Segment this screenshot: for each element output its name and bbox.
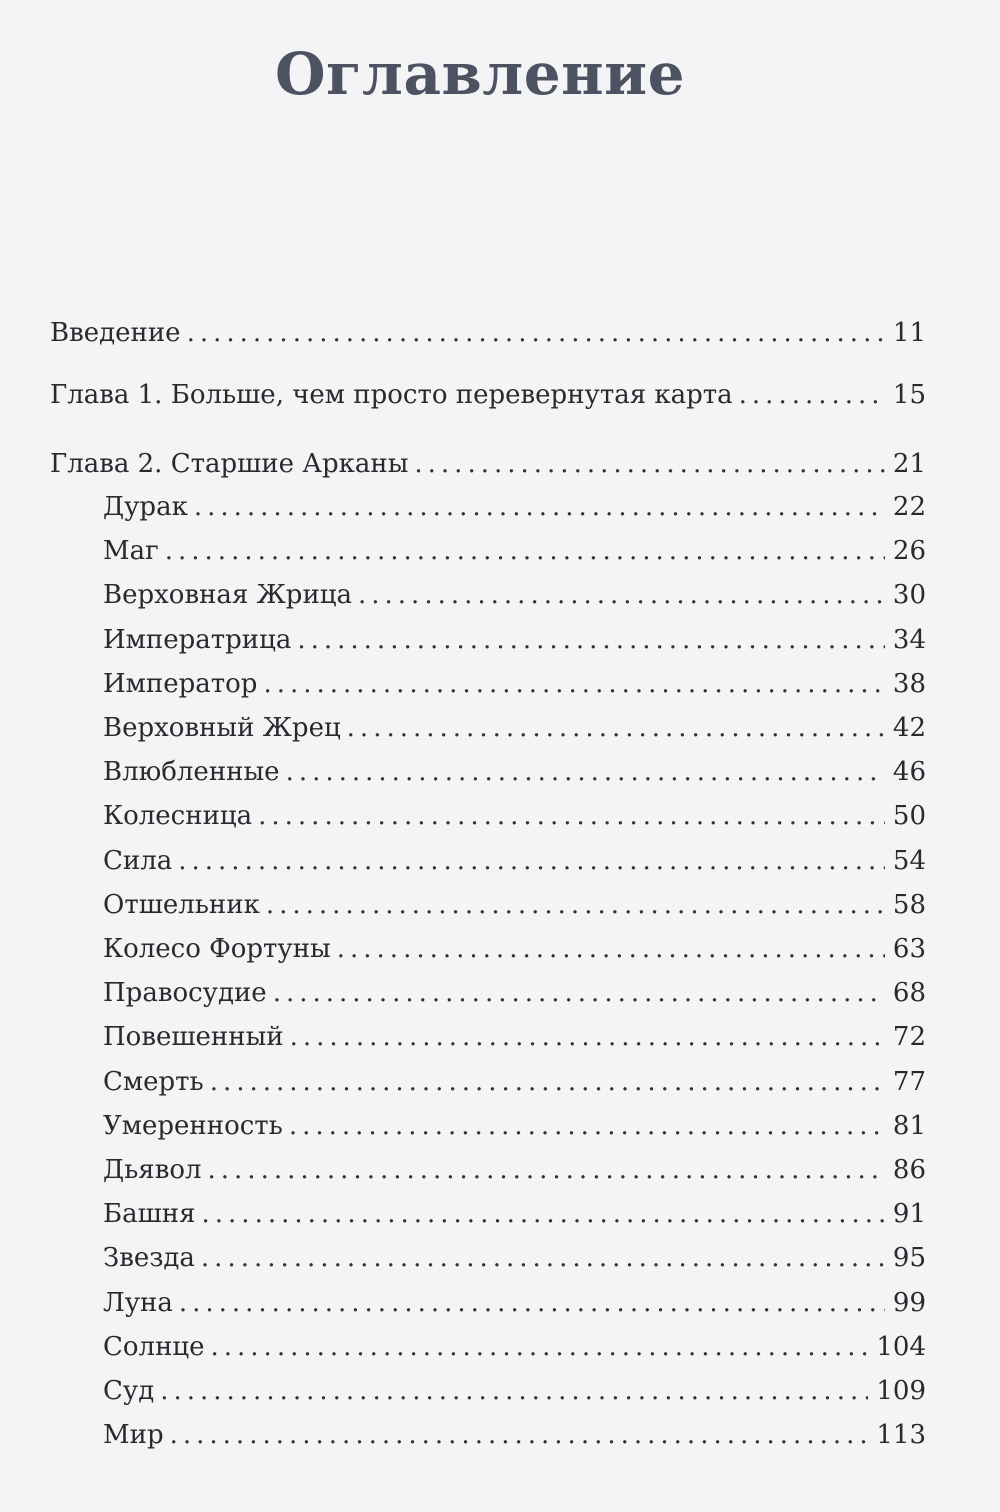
toc-page-number: 22 <box>892 492 926 522</box>
toc-entry-label: Маг <box>103 536 159 567</box>
toc-entry-label: Дурак <box>103 492 188 522</box>
page-title: Оглавление <box>274 40 685 108</box>
toc-entry <box>103 757 926 797</box>
toc-entry <box>103 625 926 665</box>
toc-page-number: 50 <box>892 801 926 832</box>
toc-page-number: 63 <box>892 934 926 964</box>
toc-page-number: 15 <box>892 380 926 410</box>
toc-entry <box>103 1332 926 1372</box>
toc-entry <box>103 978 926 1018</box>
toc-entry-label: Отшельник <box>103 889 260 920</box>
toc-entry <box>103 890 926 930</box>
toc-page-number: 99 <box>892 1287 926 1318</box>
toc-entry-label: Смерть <box>103 1066 204 1097</box>
dot-leader <box>263 669 884 699</box>
toc-page-number: 58 <box>892 889 926 920</box>
toc-entry <box>103 536 926 576</box>
dot-leader <box>258 801 885 831</box>
dot-leader <box>289 1111 885 1141</box>
toc-entry <box>103 1376 926 1416</box>
toc-entry-label: Солнце <box>103 1331 205 1362</box>
toc-entry <box>103 713 926 753</box>
toc-entry <box>103 1199 926 1239</box>
toc-entry-label: Верховный Жрец <box>103 713 341 743</box>
toc-entry <box>103 1067 926 1107</box>
toc-page-number: 21 <box>892 449 926 479</box>
toc-entry-label: Дьявол <box>103 1155 202 1185</box>
dot-leader <box>414 449 885 479</box>
toc-entry-label: Сила <box>103 845 173 876</box>
dot-leader <box>178 846 885 876</box>
toc-page-number: 46 <box>892 757 926 788</box>
toc-page-number: 42 <box>892 713 926 743</box>
toc-entry-label: Введение <box>50 318 181 348</box>
dot-leader <box>201 1243 885 1273</box>
toc-entry-label: Суд <box>103 1376 155 1406</box>
toc-entry <box>50 449 926 489</box>
dot-leader <box>337 934 885 964</box>
dot-leader <box>160 1376 868 1406</box>
toc-page-number: 77 <box>892 1066 926 1097</box>
dot-leader <box>347 713 885 743</box>
toc-entry-label: Влюбленные <box>103 757 280 788</box>
toc-page-number: 86 <box>892 1155 926 1185</box>
toc-page-number: 72 <box>892 1022 926 1053</box>
toc-entry <box>103 1155 926 1195</box>
toc-page-number: 109 <box>876 1376 926 1406</box>
toc-entry <box>103 669 926 709</box>
dot-leader <box>170 1420 869 1450</box>
toc-entry-label: Императрица <box>103 624 292 655</box>
toc-entry-label: Колесница <box>103 801 253 832</box>
toc-page-number: 81 <box>892 1110 926 1141</box>
dot-leader <box>179 1288 885 1318</box>
toc-entry-label: Глава 1. Больше, чем просто перевернутая карта <box>50 380 733 410</box>
toc-entry-label: Повешенный <box>103 1022 284 1053</box>
toc-page-number: 38 <box>892 668 926 699</box>
toc-entry <box>103 1288 926 1328</box>
toc-page-number: 26 <box>892 536 926 567</box>
toc-entry-label: Правосудие <box>103 978 267 1009</box>
dot-leader <box>165 536 885 566</box>
dot-leader <box>202 1199 885 1229</box>
toc-entry <box>103 580 926 620</box>
toc-page-number: 34 <box>892 624 926 655</box>
toc-entry-label: Умеренность <box>103 1110 283 1141</box>
toc-entry-label: Мир <box>103 1420 164 1451</box>
dot-leader <box>273 978 885 1008</box>
dot-leader <box>739 380 885 410</box>
toc-page-number: 95 <box>892 1243 926 1274</box>
toc-entry-label: Верховная Жрица <box>103 580 352 611</box>
toc-entry-label: Звезда <box>103 1243 195 1274</box>
toc-entry <box>103 934 926 974</box>
toc-entry <box>103 1420 926 1460</box>
toc-page-number: 91 <box>892 1199 926 1230</box>
toc-page-number: 113 <box>876 1420 926 1451</box>
toc-entry <box>103 492 926 532</box>
toc-entry <box>50 380 926 420</box>
dot-leader <box>210 1067 885 1097</box>
toc-page-number: 11 <box>892 318 926 348</box>
toc-entry <box>103 1243 926 1283</box>
toc-entry <box>103 801 926 841</box>
toc-entry-label: Император <box>103 668 258 699</box>
dot-leader <box>286 757 885 787</box>
dot-leader <box>358 580 885 610</box>
toc-entry-label: Колесо Фортуны <box>103 934 331 964</box>
dot-leader <box>208 1155 885 1185</box>
dot-leader <box>290 1022 885 1052</box>
dot-leader <box>194 492 885 522</box>
toc-page-number: 54 <box>892 845 926 876</box>
toc-entry <box>103 1022 926 1062</box>
toc-entry <box>103 1111 926 1151</box>
dot-leader <box>266 890 885 920</box>
toc-entry <box>103 846 926 886</box>
toc-page-number: 30 <box>892 580 926 611</box>
toc-entry-label: Глава 2. Старшие Арканы <box>50 449 409 479</box>
toc-entry <box>50 318 926 358</box>
toc-entry-label: Луна <box>103 1287 173 1318</box>
toc-entry-label: Башня <box>103 1199 196 1230</box>
dot-leader <box>187 318 885 348</box>
toc-page-number: 104 <box>876 1331 926 1362</box>
toc-page-number: 68 <box>892 978 926 1009</box>
dot-leader <box>211 1332 869 1362</box>
dot-leader <box>297 625 885 655</box>
